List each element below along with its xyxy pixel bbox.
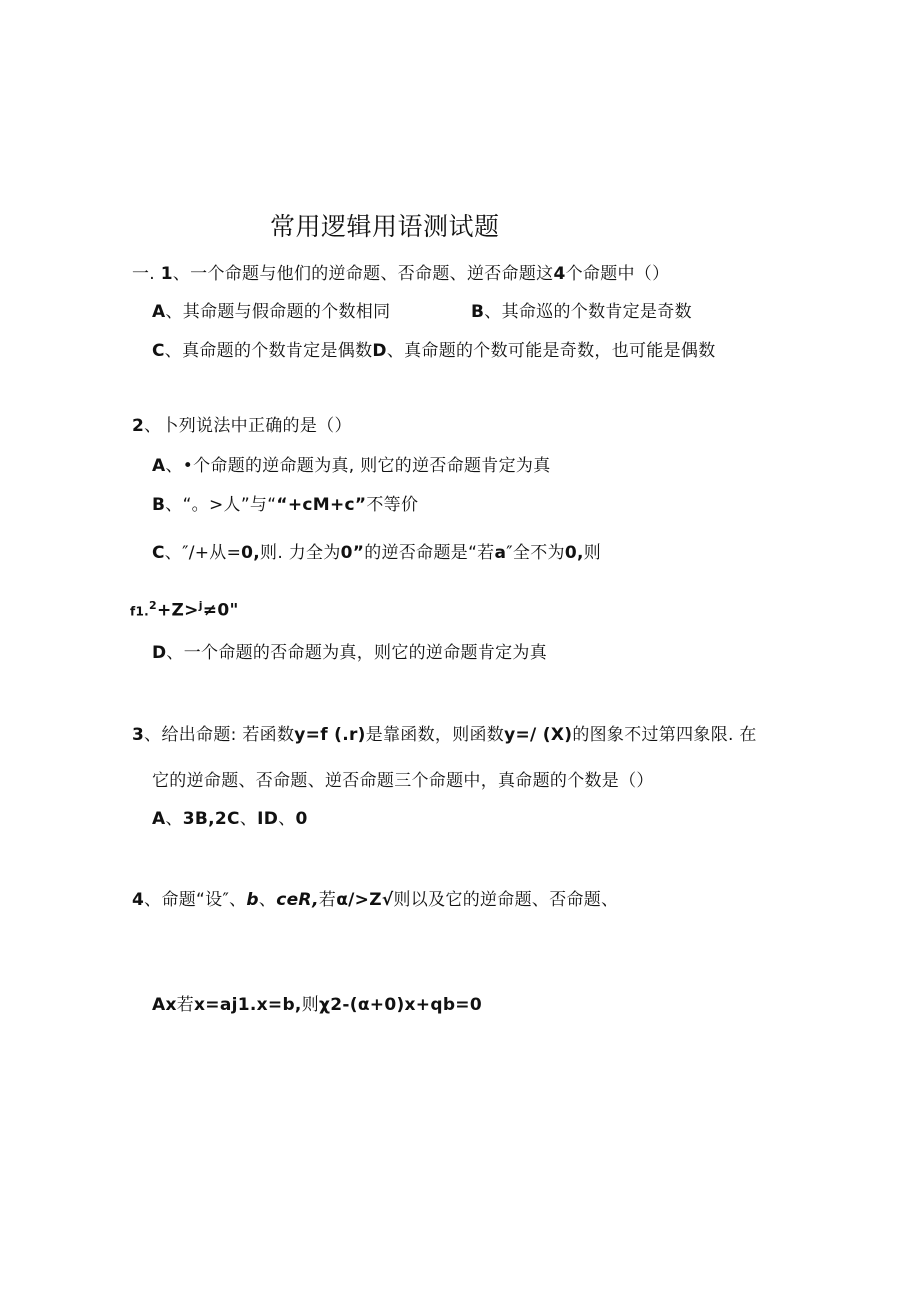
question-number: 1 xyxy=(160,264,173,284)
option-text: 、一个命题的否命题为真，则它的逆命题肯定为真 xyxy=(166,643,548,663)
statement-formula: x=aj1.x=b, xyxy=(194,995,302,1015)
question-number: 3 xyxy=(132,725,145,745)
q1-option-b xyxy=(471,301,692,323)
option-text: 则 xyxy=(583,543,602,563)
q1-option-a xyxy=(152,301,390,323)
option-text: ″全不为 xyxy=(506,543,565,563)
option-formula: 0” xyxy=(340,543,365,563)
question-text: 、 xyxy=(258,890,277,910)
question-3-stem xyxy=(132,724,757,746)
question-formula: α/>Z√ xyxy=(336,890,394,910)
formula-superscript: j xyxy=(198,599,203,612)
question-formula: y=f (.r) xyxy=(294,725,366,745)
q2-option-d xyxy=(152,642,547,664)
option-text: 3B,2C xyxy=(182,809,240,829)
question-1-stem xyxy=(132,263,669,285)
option-formula: “+cM+c” xyxy=(276,495,367,515)
question-3-stem-line2: 它的逆命题、否命题、逆否命题三个命题中，真命题的个数是（） xyxy=(152,771,654,791)
option-text: 、“。>人”与“ xyxy=(165,495,277,515)
statement-text: 则 xyxy=(301,995,319,1015)
question-text-number: 4 xyxy=(553,264,566,284)
question-text: 、给出命题: 若函数 xyxy=(144,725,295,745)
statement-text: 若 xyxy=(176,995,195,1015)
option-text: 、•个命题的逆命题为真, 则它的逆否命题肯定为真 xyxy=(165,456,551,476)
option-text-end: 不等价 xyxy=(366,495,419,515)
option-formula: 0, xyxy=(564,543,584,563)
statement-label: Ax xyxy=(152,995,177,1015)
option-text: 则. 力全为 xyxy=(260,543,341,563)
option-text: 、其命巡的个数肯定是奇数 xyxy=(484,302,692,322)
option-separator: 、 xyxy=(239,809,258,829)
question-2-stem xyxy=(132,415,352,437)
question-text: 、一个命题与他们的逆命题、否命题、逆否命题这 xyxy=(172,264,554,284)
question-text: 是靠函数，则函数 xyxy=(365,725,505,745)
question-formula: b xyxy=(246,890,259,910)
q2-option-c-continuation xyxy=(130,595,239,623)
q4-statement-line xyxy=(152,994,482,1016)
option-letter: B xyxy=(471,302,485,322)
option-separator: 、 xyxy=(165,809,183,829)
option-letter: C xyxy=(152,543,165,563)
option-text: ID xyxy=(257,809,279,829)
question-number: 4 xyxy=(132,890,145,910)
option-text: 、真命题的个数可能是奇数，也可能是偶数 xyxy=(386,341,716,361)
option-text: 0 xyxy=(295,809,308,829)
q2-option-b xyxy=(152,494,418,516)
option-letter: A xyxy=(152,302,166,322)
option-letter: A xyxy=(152,809,166,829)
question-text-end: 个命题中（） xyxy=(565,264,670,284)
question-formula: y=/ (X) xyxy=(504,725,573,745)
q1-option-c-d xyxy=(152,340,716,362)
option-letter: D xyxy=(372,341,387,361)
option-text: 、″/+从= xyxy=(164,543,242,563)
question-text: 、命题“设″、 xyxy=(144,890,247,910)
q2-option-c xyxy=(152,542,601,564)
statement-formula: χ2-(α+0)x+qb=0 xyxy=(319,995,482,1015)
q2-option-a xyxy=(152,455,551,477)
q3-options xyxy=(152,808,308,830)
option-separator: 、 xyxy=(278,809,296,829)
option-letter: A xyxy=(152,456,166,476)
option-text: 、真命题的个数肯定是偶数 xyxy=(164,341,373,361)
question-text: 、卜列说法中正确的是（） xyxy=(144,416,352,436)
question-text: 若 xyxy=(318,890,337,910)
page-title: 常用逻辑用语测试题 xyxy=(270,212,500,241)
question-text: 的图象不过第四象限. 在 xyxy=(572,725,757,745)
question-4-stem xyxy=(132,889,618,911)
formula-prefix: f1. xyxy=(130,604,150,619)
formula-text: +Z> xyxy=(157,600,199,621)
section-prefix: 一. xyxy=(132,264,161,284)
option-letter: D xyxy=(152,643,167,663)
formula-superscript: 2 xyxy=(149,599,157,612)
option-letter: B xyxy=(152,495,166,515)
option-formula: 0, xyxy=(241,543,261,563)
question-text: 则以及它的逆命题、否命题、 xyxy=(393,890,619,910)
question-number: 2 xyxy=(132,416,145,436)
option-text: 的逆否命题是“若 xyxy=(364,543,495,563)
formula-text-end: ≠0" xyxy=(202,600,239,621)
question-formula: ceR, xyxy=(276,890,319,910)
option-formula: a xyxy=(494,543,507,563)
option-text: 、其命题与假命题的个数相同 xyxy=(165,302,391,322)
option-letter: C xyxy=(152,341,165,361)
